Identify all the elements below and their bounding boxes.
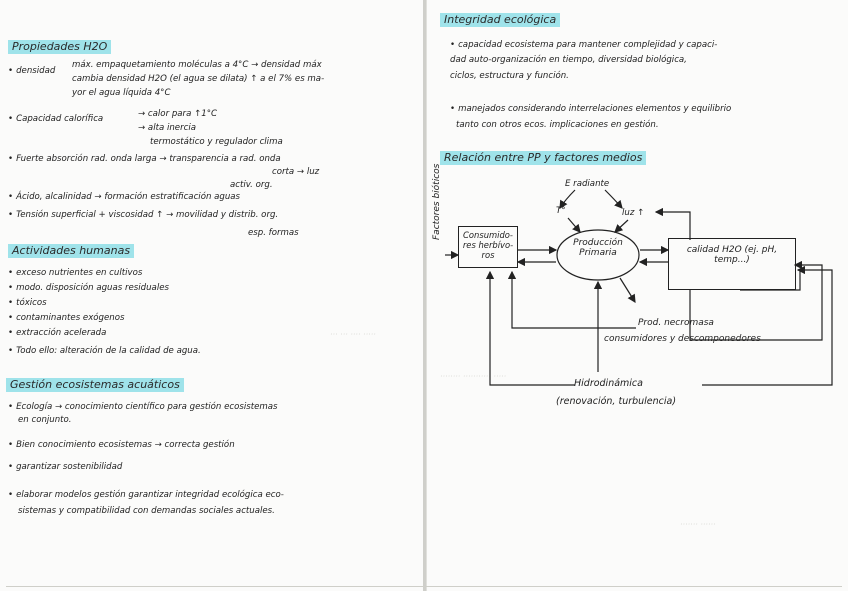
- consumidores-box: [458, 226, 518, 268]
- bien-conocimiento-line: • Bien conocimiento ecosistemas → correcta gestión: [8, 440, 235, 451]
- densidad-line-1: máx. empaquetamiento moléculas a 4°C → densidad máx: [72, 60, 322, 70]
- temperatura-label: T°: [556, 206, 566, 216]
- tension-line-1: • Tensión superficial + viscosidad ↑ → movilidad y distrib. org.: [8, 210, 278, 221]
- calidad-box: [668, 238, 796, 290]
- fuerte-line-1: • Fuerte absorción rad. onda larga → transparencia a rad. onda: [8, 154, 281, 165]
- bleed-through-text: ······· ······: [680, 520, 716, 529]
- luz-label: luz ↑: [622, 208, 645, 218]
- ecologia-line-2: en conjunto.: [18, 415, 72, 425]
- capacidad-line-1: → calor para ↑1°C: [138, 109, 218, 119]
- heading-actividades-humanas: Actividades humanas: [8, 244, 134, 258]
- fuerte-line-3: activ. org.: [230, 180, 273, 190]
- actividades-item: • tóxicos: [8, 298, 47, 309]
- actividades-item: • exceso nutrientes en cultivos: [8, 268, 142, 279]
- produccion-node: [560, 238, 636, 258]
- densidad-line-2: cambia densidad H2O (el agua se dilata) ↑ a el 7% es ma-: [72, 74, 325, 84]
- integridad-p1-line-3: ciclos, estructura y función.: [450, 71, 569, 81]
- hidrodinamica-line-1: Hidrodinámica: [574, 378, 643, 389]
- elaborar-line-1: • elaborar modelos gestión garantizar integridad ecológica eco-: [8, 490, 284, 501]
- hidrodinamica-line-2: (renovación, turbulencia): [556, 396, 677, 407]
- e-radiante-label: E radiante: [565, 179, 610, 189]
- heading-relacion-pp: Relación entre PP y factores medios: [440, 151, 646, 165]
- fuerte-line-2: corta → luz: [272, 167, 320, 177]
- garantizar-line: • garantizar sostenibilidad: [8, 462, 122, 473]
- necromasa-line-2: consumidores y descomponedores: [604, 334, 761, 344]
- consumidores-text: Consumido- res herbívo- ros: [462, 230, 514, 260]
- integridad-p1-line-2: dad auto-organización en tiempo, diversidad biológica,: [450, 55, 687, 65]
- actividades-item: • contaminantes exógenos: [8, 313, 124, 324]
- heading-integridad-ecologica: Integridad ecológica: [440, 13, 560, 27]
- capacidad-line-2: → alta inercia: [138, 123, 196, 133]
- capacidad-label: • Capacidad calorífica: [8, 114, 103, 125]
- page-bottom-edge: [6, 586, 842, 587]
- elaborar-line-2: sistemas y compatibilidad con demandas sociales actuales.: [18, 506, 275, 516]
- actividades-item: • extracción acelerada: [8, 328, 106, 339]
- actividades-item: • modo. disposición aguas residuales: [8, 283, 169, 294]
- acido-line: • Ácido, alcalinidad → formación estratificación aguas: [8, 192, 240, 203]
- integridad-p2-line-2: tanto con otros ecos. implicaciones en gestión.: [456, 120, 659, 130]
- integridad-p1-line-1: • capacidad ecosistema para mantener complejidad y capaci-: [450, 40, 717, 51]
- necromasa-line-1: Prod. necromasa: [638, 318, 714, 328]
- bleed-through-text: ··· ··· ···· ·····: [330, 330, 376, 339]
- factores-bioticos-label: Factores bióticos: [432, 163, 442, 240]
- heading-gestion-ecosistemas: Gestión ecosistemas acuáticos: [6, 378, 184, 392]
- ecologia-line-1: • Ecología → conocimiento científico para gestión ecosistemas: [8, 402, 277, 413]
- heading-propiedades-h2o: Propiedades H2O: [8, 40, 111, 54]
- densidad-label: • densidad: [8, 66, 55, 77]
- capacidad-line-3: termostático y regulador clima: [150, 137, 283, 147]
- actividades-item: • Todo ello: alteración de la calidad de agua.: [8, 346, 201, 357]
- bleed-through-text: ········ ··········· ·····: [440, 372, 507, 381]
- integridad-p2-line-1: • manejados considerando interrelaciones elementos y equilibrio: [450, 104, 731, 115]
- densidad-line-3: yor el agua líquida 4°C: [72, 88, 171, 98]
- calidad-text: calidad H2O (ej. pH, temp...): [686, 245, 778, 265]
- produccion-text: Producción Primaria: [573, 238, 623, 258]
- tension-line-2: esp. formas: [248, 228, 299, 238]
